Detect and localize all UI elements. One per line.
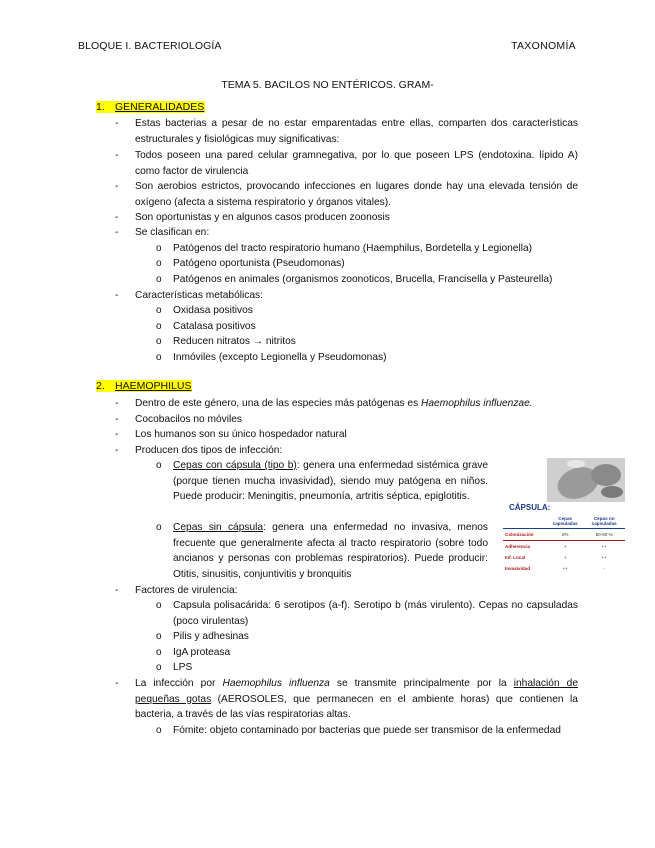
transmission-text: La infección por: [135, 678, 223, 689]
section-number: 2.: [96, 380, 115, 392]
table-cell: +: [563, 555, 567, 560]
term-noncapsulated: Cepas sin cápsula: [173, 522, 264, 533]
figure-label: CÁPSULA:: [509, 503, 551, 512]
dash-marker: -: [115, 678, 119, 689]
header-right: TAXONOMÍA: [511, 40, 576, 52]
bullet-marker: o: [156, 243, 162, 254]
sub-item: [156, 723, 578, 739]
section-heading-haemophilus: [96, 380, 192, 392]
species-name: Haemophilus influenzae.: [421, 398, 533, 409]
list-item: [115, 676, 578, 723]
dash-marker: -: [115, 290, 119, 301]
bacteria-shape: [591, 464, 621, 486]
dash-marker: -: [115, 227, 119, 238]
sub-item-text: IgA proteasa: [173, 647, 231, 658]
item-text: Estas bacterias a pesar de no estar emparentadas entre ellas, comparten dos características estructurales y fisiológicas muy significativas:: [135, 118, 578, 145]
sub-item-text: Pilis y adhesinas: [173, 631, 249, 642]
item-text: Producen dos tipos de infección:: [135, 445, 283, 456]
term-description: genera una enfermedad no invasiva, menos frecuente que generalmente afecta al tracto respiratorio (sobre todo ancianos y personas con problemas respiratorios). Puede producir: Otitis, sinusitis, conjuntivitis y bronquitis: [173, 522, 488, 580]
term-capsulated: Cepas con cápsula (tipo b): [173, 460, 297, 471]
sub-item: [156, 520, 488, 582]
sub-item-text: Reducen nitratos → nitritos: [173, 336, 296, 347]
table-cell: ++: [562, 566, 568, 571]
column-header: Cepas capsuladas: [547, 514, 583, 529]
species-name: Haemophilus influenza: [222, 678, 330, 689]
sub-item: [156, 598, 578, 629]
bacteria-shape: [567, 460, 585, 468]
list-item: [115, 288, 578, 304]
bullet-marker: o: [156, 662, 162, 673]
list-item: [115, 443, 578, 459]
item-text: Son oportunistas y en algunos casos producen zoonosis: [135, 212, 390, 223]
table-corner: [503, 514, 547, 529]
bullet-marker: o: [156, 631, 162, 642]
sub-item: [156, 319, 578, 335]
sub-item: [156, 256, 578, 272]
dash-marker: -: [115, 414, 119, 425]
item-text: Cocobacilos no móviles: [135, 414, 243, 425]
header-left: BLOQUE I. BACTERIOLOGÍA: [78, 40, 222, 52]
list-item: [115, 210, 578, 226]
transmission-text: se transmite principalmente por la: [329, 678, 514, 689]
transmission-text: (AEROSOLES, que permanecen en el ambiente horas) que contienen la bacteria, a través de las vías respiratorias altas.: [135, 693, 578, 721]
row-header: Adherencia: [505, 544, 531, 549]
dash-marker: -: [115, 398, 119, 409]
sub-item: [156, 458, 488, 505]
dash-marker: -: [115, 181, 119, 192]
sub-item: [156, 629, 578, 645]
list-item: [115, 225, 578, 241]
bullet-marker: o: [156, 647, 162, 658]
bullet-marker: o: [156, 460, 162, 471]
sub-item-text: Patógeno oportunista (Pseudomonas): [173, 258, 345, 269]
table-row: [503, 552, 625, 563]
list-item: [115, 116, 578, 147]
bacteria-shape: [601, 486, 623, 498]
sub-item-text: LPS: [173, 662, 193, 673]
item-text: Todos poseen una pared celular gramnegativa, por lo que poseen LPS (endotoxina. lípido A) como factor de virulencia: [135, 150, 578, 177]
table-row: [503, 563, 625, 574]
table-cell: ++: [601, 555, 607, 560]
sub-item-text: Catalasa positivos: [173, 321, 256, 332]
list-item: [115, 412, 578, 428]
item-text: Los humanos son su único hospedador natural: [135, 429, 347, 440]
dash-marker: -: [115, 445, 119, 456]
section-title: GENERALIDADES: [115, 101, 205, 113]
table-row: [503, 541, 625, 553]
dash-marker: -: [115, 429, 119, 440]
sub-item: [156, 303, 578, 319]
micrograph-image: [547, 458, 625, 502]
page-title: TEMA 5. BACILOS NO ENTÉRICOS. GRAM-: [221, 79, 434, 91]
sub-item-text: Inmóviles (excepto Legionella y Pseudomonas): [173, 352, 387, 363]
capsule-figure: [503, 458, 625, 583]
bullet-marker: o: [156, 258, 162, 269]
sub-item: [156, 645, 578, 661]
table-cell: 2%: [547, 529, 583, 541]
bullet-marker: o: [156, 725, 162, 736]
item-text: [135, 676, 578, 723]
column-header: Cepas no capsuladas: [583, 514, 625, 529]
section-heading-generalidades: [96, 101, 205, 113]
row-header: Inf. Local: [505, 555, 526, 560]
list-item: [115, 179, 578, 210]
bullet-marker: o: [156, 336, 162, 347]
sub-item: [156, 660, 578, 676]
item-text: Son aerobios estrictos, provocando infecciones en lugares donde hay una elevada tensión de oxígeno (afecta a sistema respiratorio y órganos vitales).: [135, 181, 578, 208]
sub-item: [156, 334, 578, 350]
dash-marker: -: [115, 212, 119, 223]
list-item: [115, 427, 578, 443]
dash-marker: -: [115, 585, 119, 596]
list-item: [115, 148, 578, 179]
sub-item-text: Fómite: objeto contaminado por bacterias que puede ser transmisor de la enfermedad: [173, 725, 561, 736]
bullet-marker: o: [156, 352, 162, 363]
list-item: [115, 396, 578, 412]
item-text: Se clasifican en:: [135, 227, 210, 238]
bullet-marker: o: [156, 600, 162, 611]
intro-text: Dentro de este género, una de las especies más patógenas es: [135, 398, 422, 409]
item-text: Factores de virulencia:: [135, 585, 238, 596]
bullet-marker: o: [156, 321, 162, 332]
table-cell: 50-80 %: [583, 529, 625, 541]
list-item: [115, 583, 578, 599]
table-row: [503, 529, 625, 541]
section-number: 1.: [96, 101, 115, 113]
sub-item: [156, 272, 578, 288]
dash-marker: -: [115, 150, 119, 161]
sub-item-text: Oxidasa positivos: [173, 305, 253, 316]
sub-item: [156, 241, 578, 257]
table-cell: +: [563, 544, 567, 549]
bullet-marker: o: [156, 274, 162, 285]
table-cell: ++: [601, 544, 607, 549]
sub-item: [156, 350, 578, 366]
row-header: Invasividad: [505, 566, 531, 571]
capsule-table: [503, 514, 625, 574]
term-description: genera una enfermedad sistémica grave (porque tienen mucha invasividad), siendo muy patógena en niños. Puede producir: Meningitis, pneumonía, artritis séptica, epiglotitis.: [173, 460, 488, 503]
row-header: Colonización: [503, 529, 547, 541]
bullet-marker: o: [156, 522, 162, 533]
transmission-underlined: inhalación de pequeñas gotas: [135, 678, 579, 705]
item-text: Características metabólicas:: [135, 290, 263, 301]
sub-item-text: Patógenos del tracto respiratorio humano (Haemphilus, Bordetella y Legionella): [173, 243, 533, 254]
sub-item-text: Capsula polisacárida: 6 serotipos (a-f). Serotipo b (más virulento). Cepas no capsuladas (poco virulentas): [173, 600, 578, 627]
sub-item-text: Patógenos en animales (organismos zoonoticos, Brucella, Francisella y Pasteurella): [173, 274, 553, 285]
sub-item-text: Cepas con cápsula (tipo b): genera una enfermedad sistémica grave (porque tienen mucha invasividad), siendo muy patógena en niños. Puede producir: Meningitis, pneumonía, artritis séptica, epiglotitis.: [173, 460, 488, 503]
bullet-marker: o: [156, 305, 162, 316]
section-title: HAEMOPHILUS: [115, 380, 192, 392]
item-text: [135, 396, 578, 412]
dash-marker: -: [115, 118, 119, 129]
sub-item-text: Cepas sin cápsula: genera una enfermedad no invasiva, menos frecuente que generalmente afecta al tracto respiratorio (sobre todo ancianos y personas con problemas respiratorios). Puede producir: Otitis, sinusitis, conjuntivitis y bronquitis: [173, 522, 488, 580]
table-cell: -: [603, 566, 605, 571]
